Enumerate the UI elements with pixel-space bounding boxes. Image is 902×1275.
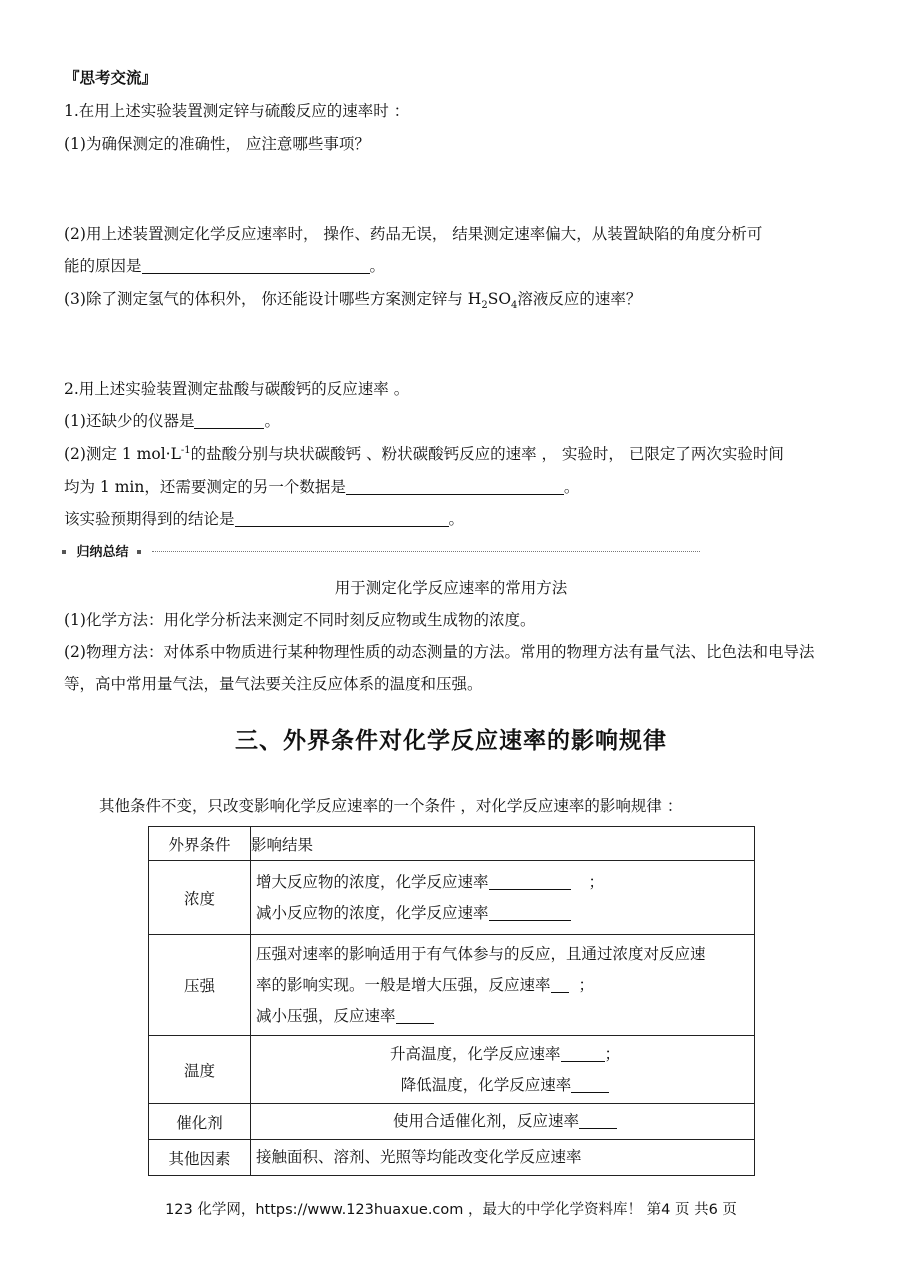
result-text: 升高温度，化学反应速率 [389, 1044, 561, 1063]
result-line: 压强对速率的影响适用于有气体参与的反应，且通过浓度对反应速 [256, 944, 706, 963]
dotted-divider [152, 551, 700, 552]
question-2-2-text: 的盐酸分别与块状碳酸钙 、粉状碳酸钙反应的速率 ， 实验时， 已限定了两次实验时间 [190, 445, 784, 463]
subscript-4: 4 [511, 300, 518, 312]
square-bullet-icon [137, 550, 141, 554]
result-punct: ； [588, 872, 605, 891]
result-line [251, 867, 754, 898]
summary-bar [62, 541, 702, 561]
question-2: 2.用上述实验装置测定盐酸与碳酸钙的反应速率 。 [64, 380, 410, 398]
square-bullet-icon [62, 550, 66, 554]
result-line [251, 898, 754, 929]
question-1: 1.在用上述实验装置测定锌与硫酸反应的速率时 ： [64, 102, 410, 120]
table-row [149, 827, 755, 861]
section-3-intro: 其他条件不变，只改变影响化学反应速率的一个条件 ，对化学反应速率的影响规律 ： [99, 797, 683, 815]
result-line [251, 970, 754, 1001]
table-header-condition: 外界条件 [149, 827, 251, 861]
question-2-2-line2 [64, 477, 579, 497]
question-2-2-line2-prefix: 均为 1 min，还需要测定的另一个数据是 [64, 478, 346, 496]
result-text: 使用合适催化剂，反应速率 [392, 1112, 579, 1130]
result-line [251, 1001, 754, 1032]
answer-blank [489, 904, 571, 921]
result-line [251, 1070, 754, 1101]
question-2-1 [64, 411, 280, 431]
result-text: 降低温度，化学反应速率 [400, 1075, 572, 1094]
answer-blank [396, 1007, 434, 1024]
table-header-result: 影响结果 [251, 827, 755, 861]
answer-blank [551, 976, 569, 993]
table-row [149, 861, 755, 935]
result-catalyst [251, 1104, 755, 1140]
condition-pressure: 压强 [149, 935, 251, 1036]
result-text: 减小反应物的浓度，化学反应速率 [256, 903, 489, 922]
result-temperature [251, 1036, 755, 1104]
result-line: 接触面积、溶剂、光照等均能改变化学反应速率 [256, 1148, 582, 1166]
answer-blank [142, 257, 370, 274]
answer-blank [561, 1045, 605, 1062]
question-2-3-prefix: 该实验预期得到的结论是 [64, 510, 235, 528]
page-footer: 123 化学网，https://www.123huaxue.com ，最大的中学化学资料库！ 第4 页 共6 页 [165, 1202, 737, 1218]
summary-label: 归纳总结 [76, 545, 129, 560]
question-1-3-prefix: (3)除了测定氢气的体积外， 你还能设计哪些方案测定锌与 H [64, 290, 482, 308]
subscript-2: 2 [481, 300, 488, 312]
question-1-3 [64, 289, 642, 312]
result-punct: ； [604, 1044, 621, 1063]
question-2-3 [64, 509, 464, 529]
question-2-1-prefix: (1)还缺少的仪器是 [64, 412, 195, 430]
summary-title: 用于测定化学反应速率的常用方法 [334, 579, 568, 597]
question-2-2-line1 [64, 444, 784, 464]
summary-method-1: (1)化学方法：用化学分析法来测定不同时刻反应物或生成物的浓度。 [64, 611, 536, 629]
question-1-2-suffix: 。 [369, 257, 386, 275]
summary-method-2-line2: 等，高中常用量气法，量气法要关注反应体系的温度和压强。 [64, 675, 483, 693]
condition-other: 其他因素 [149, 1140, 251, 1176]
question-2-1-suffix: 。 [264, 412, 280, 430]
question-2-2-line2-suffix: 。 [563, 478, 580, 496]
answer-blank [346, 478, 564, 495]
answer-blank [489, 873, 571, 890]
result-text: 率的影响实现。一般是增大压强，反应速率 [256, 975, 551, 994]
superscript-minus-1: -1 [180, 444, 191, 456]
result-punct: ； [578, 975, 595, 994]
result-line [251, 1106, 754, 1137]
table-row [149, 1036, 755, 1104]
question-1-3-suffix: 溶液反应的速率？ [517, 290, 642, 308]
question-1-3-so: SO [487, 290, 512, 308]
answer-blank [235, 510, 449, 527]
result-line [251, 1039, 754, 1070]
question-1-1: (1)为确保测定的准确性， 应注意哪些事项？ [64, 135, 370, 153]
influence-table [148, 826, 755, 1176]
answer-blank [579, 1112, 617, 1129]
condition-catalyst: 催化剂 [149, 1104, 251, 1140]
result-text: 减小压强，反应速率 [256, 1006, 396, 1025]
table-row [149, 935, 755, 1036]
question-1-2-line2 [64, 256, 385, 276]
result-text: 增大反应物的浓度，化学反应速率 [256, 872, 489, 891]
condition-concentration: 浓度 [149, 861, 251, 935]
question-1-2-line1: (2)用上述装置测定化学反应速率时， 操作、药品无误， 结果测定速率偏大，从装置缺陷的角度分析可 [64, 225, 763, 243]
result-pressure [251, 935, 755, 1036]
summary-method-2-line1: (2)物理方法：对体系中物质进行某种物理性质的动态测量的方法。常用的物理方法有量气法、比色法和电导法 [64, 643, 815, 661]
table-row [149, 1140, 755, 1176]
think-header: 『思考交流』 [64, 68, 158, 87]
answer-blank [194, 412, 264, 429]
table-row [149, 1104, 755, 1140]
result-other [251, 1140, 755, 1176]
question-1-2-prefix: 能的原因是 [64, 257, 142, 275]
answer-blank [571, 1076, 609, 1093]
section-3-title: 三、外界条件对化学反应速率的影响规律 [235, 727, 667, 754]
result-concentration [251, 861, 755, 935]
condition-temperature: 温度 [149, 1036, 251, 1104]
question-2-2-prefix: (2)测定 1 mol·L [64, 445, 181, 463]
question-2-3-suffix: 。 [448, 510, 465, 528]
